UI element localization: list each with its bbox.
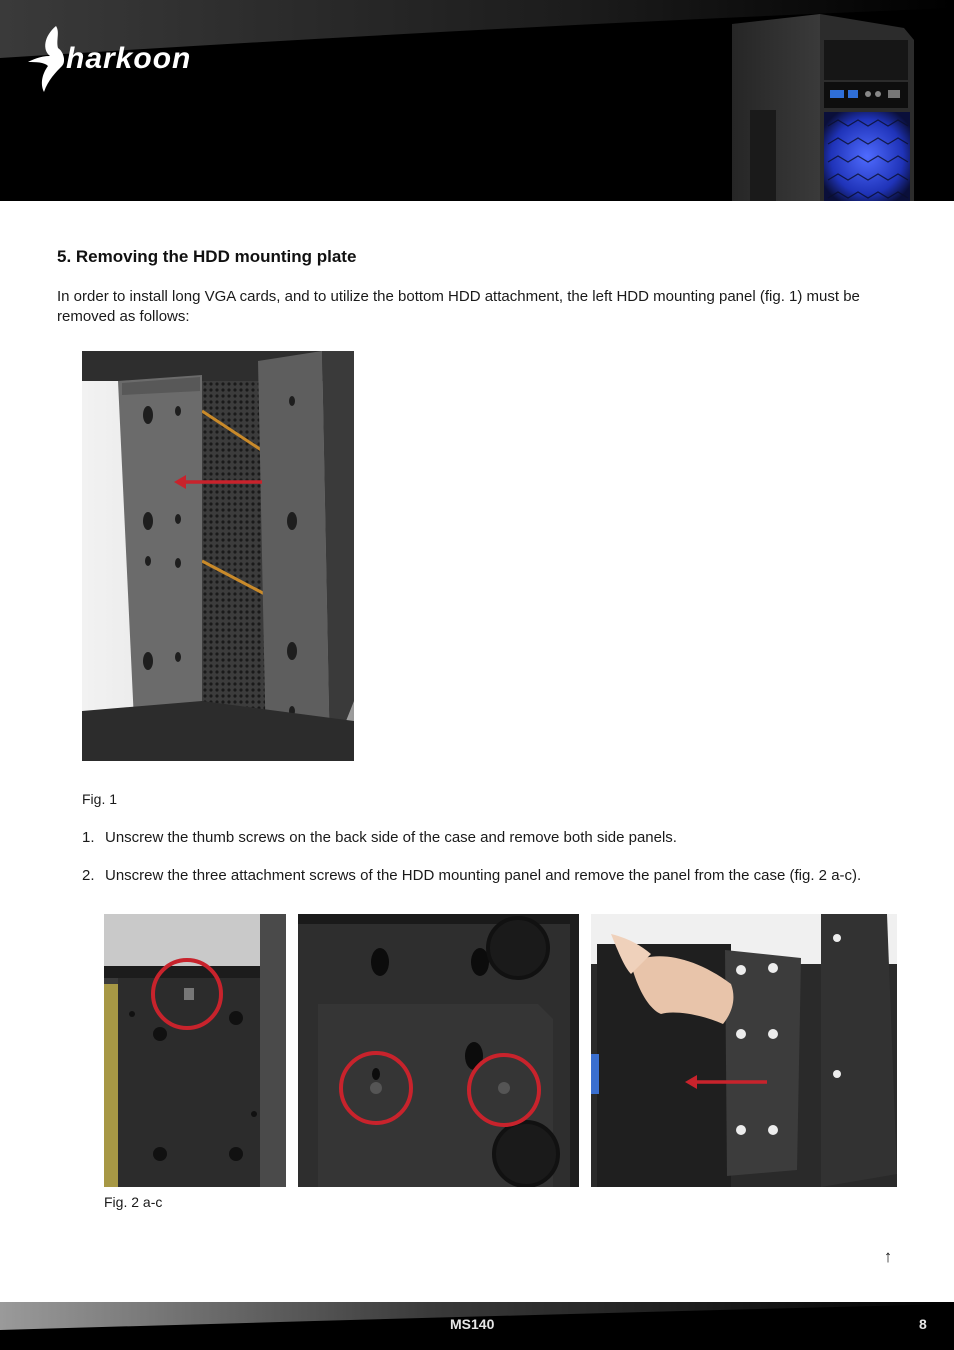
page-footer bbox=[0, 1302, 954, 1350]
hdd-mounting-panel-photo bbox=[82, 351, 354, 761]
intro-paragraph: In order to install long VGA cards, and to utilize the bottom HDD attachment, the left HDD mounting panel (fig. 1) must be removed as follows: bbox=[57, 288, 860, 325]
step-item bbox=[82, 828, 897, 847]
page-header bbox=[0, 0, 954, 201]
pc-case-photo bbox=[728, 10, 918, 201]
fig2a-top-screw-photo bbox=[104, 914, 286, 1187]
footer-model-name: MS140 bbox=[450, 1316, 495, 1332]
step-number: 2. bbox=[82, 867, 95, 884]
fig2b-bottom-screws-photo bbox=[298, 914, 579, 1187]
step-text: Unscrew the thumb screws on the back side of the case and remove both side panels. bbox=[105, 829, 677, 846]
back-to-top-arrow-icon[interactable]: ↑ bbox=[883, 1247, 893, 1266]
step-item bbox=[82, 866, 897, 885]
instruction-steps bbox=[82, 828, 897, 904]
step-number: 1. bbox=[82, 829, 95, 846]
fig1-caption: Fig. 1 bbox=[82, 791, 118, 807]
fig2c-remove-panel-photo bbox=[591, 914, 897, 1187]
sharkoon-logo bbox=[26, 22, 226, 94]
fig2-caption: Fig. 2 a-c bbox=[104, 1194, 163, 1210]
step-text: Unscrew the three attachment screws of the HDD mounting panel and remove the panel from the case (fig. 2 a-c). bbox=[105, 867, 862, 884]
svg-text:harkoon: harkoon bbox=[66, 42, 192, 75]
footer-page-number: 8 bbox=[919, 1316, 927, 1332]
section-title: 5. Removing the HDD mounting plate bbox=[57, 247, 357, 266]
